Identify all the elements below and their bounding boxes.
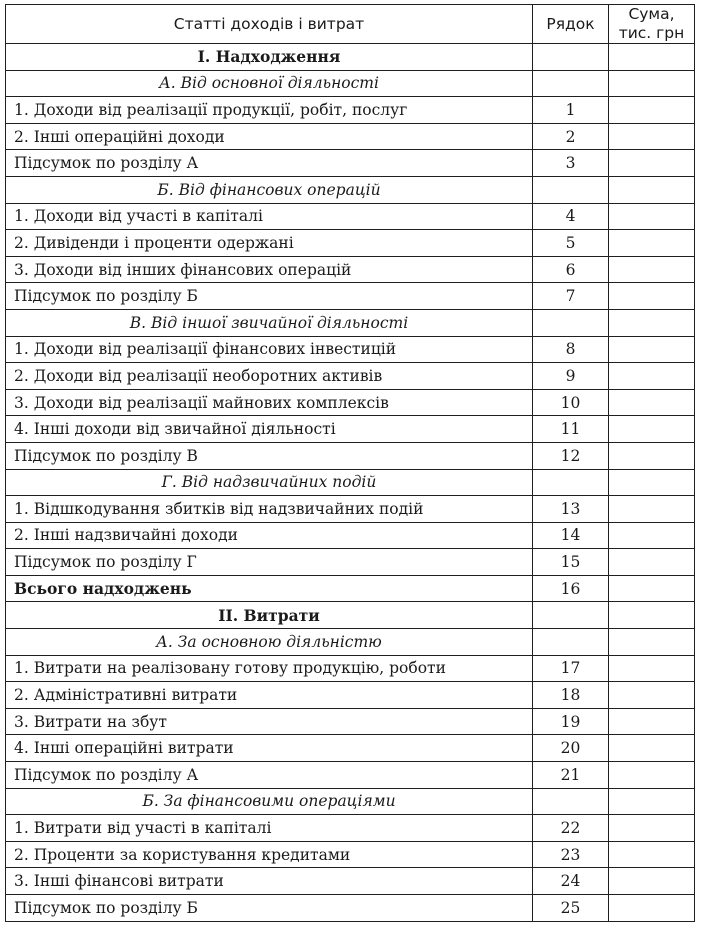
row-label: Г. Від надзвичайних подій (6, 469, 533, 496)
row-label: ІІ. Витрати (6, 602, 533, 629)
table-row (6, 442, 695, 469)
amount-cell (609, 762, 695, 789)
row-number: 1 (533, 97, 609, 124)
amount-cell (609, 708, 695, 735)
amount-cell (609, 442, 695, 469)
row-number: 19 (533, 708, 609, 735)
subsection-heading-row (6, 629, 695, 656)
table-row (6, 97, 695, 124)
table-row (6, 708, 695, 735)
amount-cell (609, 549, 695, 576)
amount-cell (609, 788, 695, 815)
row-label: Підсумок по розділу Г (6, 549, 533, 576)
amount-cell (609, 256, 695, 283)
amount-cell (609, 575, 695, 602)
income-expense-table (5, 4, 695, 922)
header-amount-line2: тис. грн (618, 24, 685, 42)
amount-cell (609, 841, 695, 868)
row-label: Підсумок по розділу А (6, 150, 533, 177)
row-number: 13 (533, 496, 609, 523)
row-label: Всього надходжень (6, 575, 533, 602)
amount-cell (609, 682, 695, 709)
row-label: 2. Дивіденди і проценти одержані (6, 230, 533, 257)
row-label: А. Від основної діяльності (6, 70, 533, 97)
row-number: 18 (533, 682, 609, 709)
table-row (6, 735, 695, 762)
amount-cell (609, 70, 695, 97)
row-label: 2. Проценти за користування кредитами (6, 841, 533, 868)
row-number: 24 (533, 868, 609, 895)
amount-cell (609, 336, 695, 363)
row-number: 7 (533, 283, 609, 310)
row-number: 22 (533, 815, 609, 842)
row-label: Б. За фінансовими операціями (6, 788, 533, 815)
table-row (6, 283, 695, 310)
table-row (6, 682, 695, 709)
row-number (533, 629, 609, 656)
row-label: 2. Доходи від реалізації необоротних активів (6, 363, 533, 390)
amount-cell (609, 895, 695, 922)
row-number (533, 70, 609, 97)
table-row (6, 522, 695, 549)
table-row (6, 389, 695, 416)
row-number: 9 (533, 363, 609, 390)
section-heading-row (6, 602, 695, 629)
row-label: 1. Доходи від участі в капіталі (6, 203, 533, 230)
row-number (533, 788, 609, 815)
header-amount-line1: Сума, (628, 5, 675, 23)
section-heading-row (6, 44, 695, 71)
amount-cell (609, 655, 695, 682)
row-number: 25 (533, 895, 609, 922)
table-row (6, 123, 695, 150)
row-number: 20 (533, 735, 609, 762)
table-header-row (6, 5, 695, 44)
amount-cell (609, 44, 695, 71)
row-label: 4. Інші операційні витрати (6, 735, 533, 762)
row-label: 4. Інші доходи від звичайної діяльності (6, 416, 533, 443)
row-label: 2. Адміністративні витрати (6, 682, 533, 709)
header-amount-column (609, 5, 695, 44)
row-label: Підсумок по розділу Б (6, 895, 533, 922)
row-label: 1. Доходи від реалізації фінансових інвестицій (6, 336, 533, 363)
row-number: 12 (533, 442, 609, 469)
amount-cell (609, 469, 695, 496)
subsection-heading-row (6, 309, 695, 336)
row-label: 3. Витрати на збут (6, 708, 533, 735)
row-number: 14 (533, 522, 609, 549)
row-label: В. Від іншої звичайної діяльності (6, 309, 533, 336)
subsection-heading-row (6, 788, 695, 815)
amount-cell (609, 150, 695, 177)
table-row (6, 336, 695, 363)
amount-cell (609, 123, 695, 150)
table-row (6, 868, 695, 895)
row-number (533, 176, 609, 203)
subsection-heading-row (6, 70, 695, 97)
subsection-heading-row (6, 469, 695, 496)
amount-cell (609, 203, 695, 230)
row-label: 1. Витрати на реалізовану готову продукцію, роботи (6, 655, 533, 682)
row-label: 3. Доходи від реалізації майнових комплексів (6, 389, 533, 416)
row-number: 4 (533, 203, 609, 230)
amount-cell (609, 602, 695, 629)
row-number: 23 (533, 841, 609, 868)
table-row (6, 363, 695, 390)
row-label: 2. Інші надзвичайні доходи (6, 522, 533, 549)
table-row (6, 762, 695, 789)
row-number: 17 (533, 655, 609, 682)
amount-cell (609, 363, 695, 390)
row-label: Підсумок по розділу Б (6, 283, 533, 310)
row-label: І. Надходження (6, 44, 533, 71)
row-number: 2 (533, 123, 609, 150)
amount-cell (609, 176, 695, 203)
subsection-heading-row (6, 176, 695, 203)
row-label: 3. Доходи від інших фінансових операцій (6, 256, 533, 283)
row-label: 1. Відшкодування збитків від надзвичайних подій (6, 496, 533, 523)
amount-cell (609, 629, 695, 656)
row-label: 1. Витрати від участі в капіталі (6, 815, 533, 842)
amount-cell (609, 815, 695, 842)
row-number: 3 (533, 150, 609, 177)
row-label: Б. Від фінансових операцій (6, 176, 533, 203)
table-row (6, 815, 695, 842)
header-row-column: Рядок (533, 5, 609, 44)
row-number (533, 44, 609, 71)
row-number: 21 (533, 762, 609, 789)
header-item-column: Статті доходів і витрат (6, 5, 533, 44)
table-row (6, 895, 695, 922)
amount-cell (609, 496, 695, 523)
row-number: 16 (533, 575, 609, 602)
amount-cell (609, 389, 695, 416)
table-row (6, 841, 695, 868)
grand-total-row (6, 575, 695, 602)
amount-cell (609, 283, 695, 310)
amount-cell (609, 868, 695, 895)
row-number: 10 (533, 389, 609, 416)
table-row (6, 150, 695, 177)
row-label: 2. Інші операційні доходи (6, 123, 533, 150)
row-number: 8 (533, 336, 609, 363)
row-label: 3. Інші фінансові витрати (6, 868, 533, 895)
row-label: 1. Доходи від реалізації продукції, робіт, послуг (6, 97, 533, 124)
amount-cell (609, 522, 695, 549)
table-body (6, 44, 695, 922)
row-number: 15 (533, 549, 609, 576)
table-row (6, 230, 695, 257)
row-number (533, 469, 609, 496)
table-row (6, 549, 695, 576)
amount-cell (609, 735, 695, 762)
table-row (6, 496, 695, 523)
amount-cell (609, 416, 695, 443)
row-label: Підсумок по розділу А (6, 762, 533, 789)
table-row (6, 416, 695, 443)
amount-cell (609, 309, 695, 336)
amount-cell (609, 97, 695, 124)
table-row (6, 655, 695, 682)
row-label: Підсумок по розділу В (6, 442, 533, 469)
row-label: А. За основною діяльністю (6, 629, 533, 656)
row-number: 11 (533, 416, 609, 443)
row-number (533, 602, 609, 629)
row-number: 6 (533, 256, 609, 283)
row-number: 5 (533, 230, 609, 257)
amount-cell (609, 230, 695, 257)
table-row (6, 256, 695, 283)
row-number (533, 309, 609, 336)
table-row (6, 203, 695, 230)
